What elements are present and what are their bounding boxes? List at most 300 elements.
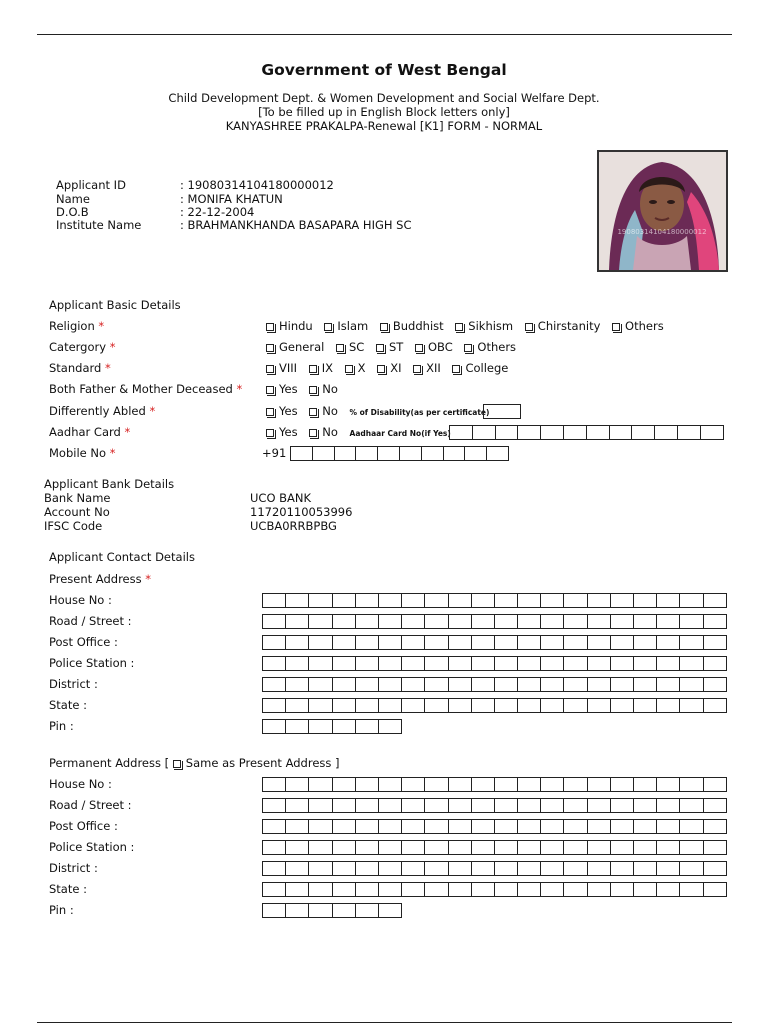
char-box	[424, 861, 447, 876]
aadhar-no-checkbox[interactable]: No	[309, 425, 338, 439]
char-box	[517, 798, 540, 813]
char-box	[587, 819, 610, 834]
char-box	[262, 798, 285, 813]
char-box	[587, 798, 610, 813]
bottom-rule	[37, 1022, 732, 1023]
char-box	[679, 861, 702, 876]
char-box	[563, 635, 586, 650]
char-box	[332, 840, 355, 855]
char-box	[399, 446, 421, 461]
char-box	[563, 840, 586, 855]
char-box	[424, 593, 447, 608]
char-box	[262, 861, 285, 876]
char-box	[563, 593, 586, 608]
char-box	[471, 840, 494, 855]
char-box	[355, 593, 378, 608]
char-box	[262, 903, 285, 918]
char-box	[517, 656, 540, 671]
char-box	[471, 798, 494, 813]
permanent-post-field[interactable]	[262, 819, 727, 833]
category-st-checkbox[interactable]: ST	[376, 340, 403, 354]
present-road-field[interactable]	[262, 614, 727, 628]
aadhar-yes-checkbox[interactable]: Yes	[266, 425, 298, 439]
applicant-photo	[597, 150, 728, 272]
char-box	[355, 882, 378, 897]
char-box	[494, 882, 517, 897]
char-box	[262, 614, 285, 629]
char-box	[679, 656, 702, 671]
standard-x-checkbox[interactable]: X	[345, 361, 366, 375]
aadhar-number-field[interactable]	[449, 425, 724, 439]
ifsc-label: IFSC Code	[44, 519, 103, 533]
category-sc-checkbox[interactable]: SC	[336, 340, 364, 354]
religion-islam-checkbox[interactable]: Islam	[324, 319, 368, 333]
char-box	[494, 656, 517, 671]
char-box	[401, 656, 424, 671]
char-box	[378, 719, 402, 734]
char-box	[610, 677, 633, 692]
religion-buddhist-checkbox[interactable]: Buddhist	[380, 319, 444, 333]
permanent-road-field[interactable]	[262, 798, 727, 812]
char-box	[587, 840, 610, 855]
char-box	[285, 861, 308, 876]
char-box	[563, 819, 586, 834]
char-box	[332, 656, 355, 671]
char-box	[486, 446, 509, 461]
religion-chirstanity-checkbox[interactable]: Chirstanity	[525, 319, 601, 333]
char-box	[332, 698, 355, 713]
category-obc-checkbox[interactable]: OBC	[415, 340, 453, 354]
char-box	[679, 698, 702, 713]
char-box	[679, 677, 702, 692]
permanent-district-field[interactable]	[262, 861, 727, 875]
char-box	[633, 882, 656, 897]
char-box	[540, 425, 563, 440]
char-box	[517, 593, 540, 608]
char-box	[703, 698, 727, 713]
char-box	[494, 777, 517, 792]
mobile-prefix: +91	[262, 446, 287, 460]
char-box	[540, 593, 563, 608]
char-box	[587, 861, 610, 876]
permanent-road-label: Road / Street :	[49, 798, 132, 812]
char-box	[563, 425, 586, 440]
present-state-label: State :	[49, 698, 87, 712]
char-box	[587, 698, 610, 713]
char-box	[610, 777, 633, 792]
char-box	[563, 798, 586, 813]
char-box	[494, 798, 517, 813]
char-box	[540, 656, 563, 671]
char-box	[679, 614, 702, 629]
present-pin-field[interactable]	[262, 719, 402, 733]
char-box	[517, 882, 540, 897]
char-box	[448, 593, 471, 608]
abled-yes-checkbox[interactable]: Yes	[266, 404, 298, 418]
char-box	[677, 425, 700, 440]
category-others-checkbox[interactable]: Others	[464, 340, 516, 354]
char-box	[703, 882, 727, 897]
institute-label: Institute Name	[56, 218, 142, 232]
char-box	[401, 698, 424, 713]
char-box	[587, 777, 610, 792]
char-box	[703, 677, 727, 692]
char-box	[610, 656, 633, 671]
religion-hindu-checkbox[interactable]: Hindu	[266, 319, 313, 333]
present-address-label: Present Address *	[49, 572, 152, 586]
aadhar-note: Aadhaar Card No(if Yes)	[349, 429, 451, 438]
applicant-id-value: : 19080314104180000012	[180, 178, 334, 192]
char-box	[633, 677, 656, 692]
char-box	[540, 635, 563, 650]
present-state-field[interactable]	[262, 698, 727, 712]
char-box	[633, 614, 656, 629]
char-box	[424, 798, 447, 813]
char-box	[517, 425, 540, 440]
char-box	[703, 614, 727, 629]
char-box	[472, 425, 495, 440]
char-box	[703, 593, 727, 608]
char-box	[464, 446, 486, 461]
char-box	[401, 819, 424, 834]
char-box	[285, 882, 308, 897]
char-box	[355, 819, 378, 834]
permanent-address-label: Permanent Address [ Same as Present Address ]	[49, 756, 340, 770]
char-box	[424, 819, 447, 834]
char-box	[703, 798, 727, 813]
present-house-label: House No :	[49, 593, 112, 607]
char-box	[424, 698, 447, 713]
category-general-checkbox[interactable]: General	[266, 340, 324, 354]
abled-no-checkbox[interactable]: No	[309, 404, 338, 418]
char-box	[424, 840, 447, 855]
present-road-label: Road / Street :	[49, 614, 132, 628]
char-box	[448, 882, 471, 897]
aadhar-options	[266, 425, 451, 439]
standard-viii-checkbox[interactable]: VIII	[266, 361, 297, 375]
char-box	[610, 614, 633, 629]
char-box	[633, 656, 656, 671]
char-box	[290, 446, 312, 461]
char-box	[540, 861, 563, 876]
char-box	[378, 777, 401, 792]
char-box	[355, 656, 378, 671]
dob-label: D.O.B	[56, 205, 89, 219]
religion-sikhism-checkbox[interactable]: Sikhism	[455, 319, 513, 333]
char-box	[610, 861, 633, 876]
institute-value: : BRAHMANKHANDA BASAPARA HIGH SC	[180, 218, 412, 232]
char-box	[703, 861, 727, 876]
char-box	[517, 677, 540, 692]
ifsc-value: UCBA0RRBPBG	[250, 519, 337, 533]
char-box	[308, 593, 331, 608]
char-box	[540, 777, 563, 792]
char-box	[587, 677, 610, 692]
char-box	[443, 446, 465, 461]
present-district-field[interactable]	[262, 677, 727, 691]
char-box	[285, 903, 308, 918]
permanent-police-label: Police Station :	[49, 840, 135, 854]
char-box	[656, 635, 679, 650]
permanent-pin-field[interactable]	[262, 903, 402, 917]
char-box	[308, 698, 331, 713]
char-box	[285, 593, 308, 608]
char-box	[494, 819, 517, 834]
char-box	[262, 840, 285, 855]
religion-others-checkbox[interactable]: Others	[612, 319, 664, 333]
char-box	[679, 798, 702, 813]
char-box	[494, 614, 517, 629]
disability-note: % of Disability(as per certificate)	[349, 408, 490, 417]
deceased-no-checkbox[interactable]: No	[309, 382, 338, 396]
char-box	[703, 635, 727, 650]
permanent-house-field[interactable]	[262, 777, 727, 791]
applicant-id-label: Applicant ID	[56, 178, 126, 192]
char-box	[610, 698, 633, 713]
char-box	[378, 819, 401, 834]
char-box	[378, 593, 401, 608]
aadhar-label: Aadhar Card *	[49, 425, 131, 439]
disability-percent-field[interactable]	[483, 404, 521, 418]
char-box	[285, 798, 308, 813]
char-box	[610, 840, 633, 855]
mobile-number-field[interactable]	[290, 446, 509, 460]
char-box	[285, 698, 308, 713]
char-box	[610, 635, 633, 650]
permanent-police-field[interactable]	[262, 840, 727, 854]
char-box	[285, 635, 308, 650]
char-box	[656, 698, 679, 713]
present-house-field[interactable]	[262, 593, 727, 607]
basic-details-heading: Applicant Basic Details	[49, 298, 181, 312]
category-label: Catergory *	[49, 340, 116, 354]
char-box	[563, 677, 586, 692]
char-box	[631, 425, 654, 440]
char-box	[449, 425, 472, 440]
deceased-options	[266, 382, 346, 396]
char-box	[633, 819, 656, 834]
char-box	[471, 635, 494, 650]
char-box	[308, 882, 331, 897]
char-box	[355, 446, 377, 461]
char-box	[517, 819, 540, 834]
char-box	[401, 798, 424, 813]
char-box	[471, 593, 494, 608]
account-value: 11720110053996	[250, 505, 353, 519]
char-box	[563, 656, 586, 671]
char-box	[656, 819, 679, 834]
char-box	[448, 777, 471, 792]
account-label: Account No	[44, 505, 110, 519]
char-box	[703, 777, 727, 792]
category-options	[266, 340, 524, 354]
char-box	[471, 777, 494, 792]
char-box	[401, 635, 424, 650]
char-box	[563, 861, 586, 876]
char-box	[262, 593, 285, 608]
char-box	[308, 819, 331, 834]
char-box	[633, 840, 656, 855]
char-box	[285, 677, 308, 692]
char-box	[262, 719, 285, 734]
char-box	[285, 719, 308, 734]
char-box	[587, 635, 610, 650]
char-box	[355, 840, 378, 855]
abled-options	[266, 404, 489, 418]
char-box	[355, 777, 378, 792]
char-box	[587, 656, 610, 671]
present-police-field[interactable]	[262, 656, 727, 670]
char-box	[471, 882, 494, 897]
standard-ix-checkbox[interactable]: IX	[309, 361, 333, 375]
present-pin-label: Pin :	[49, 719, 74, 733]
char-box	[471, 698, 494, 713]
standard-xi-checkbox[interactable]: XI	[377, 361, 401, 375]
photo-watermark: 19080314104180000012	[617, 228, 707, 236]
char-box	[262, 677, 285, 692]
char-box	[378, 656, 401, 671]
char-box	[401, 777, 424, 792]
bank-name-value: UCO BANK	[250, 491, 312, 505]
char-box	[312, 446, 334, 461]
char-box	[656, 861, 679, 876]
char-box	[355, 903, 378, 918]
standard-college-checkbox[interactable]: College	[452, 361, 508, 375]
char-box	[633, 861, 656, 876]
char-box	[378, 840, 401, 855]
present-district-label: District :	[49, 677, 98, 691]
char-box	[586, 425, 609, 440]
char-box	[332, 798, 355, 813]
char-box	[633, 777, 656, 792]
char-box	[401, 593, 424, 608]
char-box	[540, 698, 563, 713]
char-box	[494, 635, 517, 650]
char-box	[334, 446, 356, 461]
char-box	[378, 614, 401, 629]
char-box	[401, 861, 424, 876]
char-box	[654, 425, 677, 440]
name-value: : MONIFA KHATUN	[180, 192, 283, 206]
char-box	[332, 819, 355, 834]
char-box	[332, 593, 355, 608]
char-box	[424, 614, 447, 629]
char-box	[332, 635, 355, 650]
contact-details-heading: Applicant Contact Details	[49, 550, 195, 564]
present-post-field[interactable]	[262, 635, 727, 649]
same-as-present-checkbox[interactable]: Same as Present Address ]	[173, 756, 340, 770]
name-label: Name	[56, 192, 90, 206]
char-box	[355, 677, 378, 692]
char-box	[563, 882, 586, 897]
char-box	[332, 614, 355, 629]
char-box	[421, 446, 443, 461]
instruction-line: [To be filled up in English Block letters only]	[258, 105, 510, 119]
form-name-line: KANYASHREE PRAKALPA-Renewal [K1] FORM - NORMAL	[225, 119, 543, 133]
permanent-state-field[interactable]	[262, 882, 727, 896]
top-rule	[37, 34, 732, 35]
char-box	[378, 698, 401, 713]
permanent-pin-label: Pin :	[49, 903, 74, 917]
char-box	[378, 861, 401, 876]
char-box	[656, 677, 679, 692]
char-box	[540, 840, 563, 855]
char-box	[332, 719, 355, 734]
standard-xii-checkbox[interactable]: XII	[413, 361, 441, 375]
char-box	[679, 819, 702, 834]
char-box	[332, 903, 355, 918]
char-box	[378, 635, 401, 650]
char-box	[540, 677, 563, 692]
deceased-yes-checkbox[interactable]: Yes	[266, 382, 298, 396]
char-box	[262, 656, 285, 671]
char-box	[378, 882, 401, 897]
char-box	[679, 777, 702, 792]
char-box	[308, 840, 331, 855]
char-box	[656, 882, 679, 897]
char-box	[424, 656, 447, 671]
char-box	[540, 882, 563, 897]
char-box	[517, 698, 540, 713]
char-box	[448, 635, 471, 650]
char-box	[633, 635, 656, 650]
char-box	[448, 819, 471, 834]
char-box	[517, 861, 540, 876]
char-box	[494, 861, 517, 876]
mobile-label: Mobile No *	[49, 446, 116, 460]
bank-details-heading: Applicant Bank Details	[44, 477, 175, 491]
char-box	[285, 614, 308, 629]
char-box	[563, 777, 586, 792]
char-box	[679, 635, 702, 650]
char-box	[355, 635, 378, 650]
standard-label: Standard *	[49, 361, 111, 375]
char-box	[308, 656, 331, 671]
char-box	[285, 840, 308, 855]
char-box	[401, 882, 424, 897]
deceased-label: Both Father & Mother Deceased *	[49, 382, 243, 396]
char-box	[448, 840, 471, 855]
char-box	[471, 614, 494, 629]
char-box	[679, 840, 702, 855]
char-box	[285, 656, 308, 671]
char-box	[703, 656, 727, 671]
char-box	[494, 840, 517, 855]
char-box	[587, 593, 610, 608]
char-box	[633, 593, 656, 608]
char-box	[285, 819, 308, 834]
char-box	[656, 593, 679, 608]
char-box	[401, 840, 424, 855]
char-box	[262, 698, 285, 713]
char-box	[656, 777, 679, 792]
present-post-label: Post Office :	[49, 635, 118, 649]
char-box	[703, 819, 727, 834]
char-box	[494, 677, 517, 692]
permanent-state-label: State :	[49, 882, 87, 896]
char-box	[633, 798, 656, 813]
char-box	[401, 677, 424, 692]
char-box	[563, 614, 586, 629]
permanent-house-label: House No :	[49, 777, 112, 791]
char-box	[355, 719, 378, 734]
permanent-district-label: District :	[49, 861, 98, 875]
char-box	[517, 777, 540, 792]
char-box	[424, 635, 447, 650]
bank-name-label: Bank Name	[44, 491, 111, 505]
char-box	[471, 677, 494, 692]
char-box	[610, 798, 633, 813]
